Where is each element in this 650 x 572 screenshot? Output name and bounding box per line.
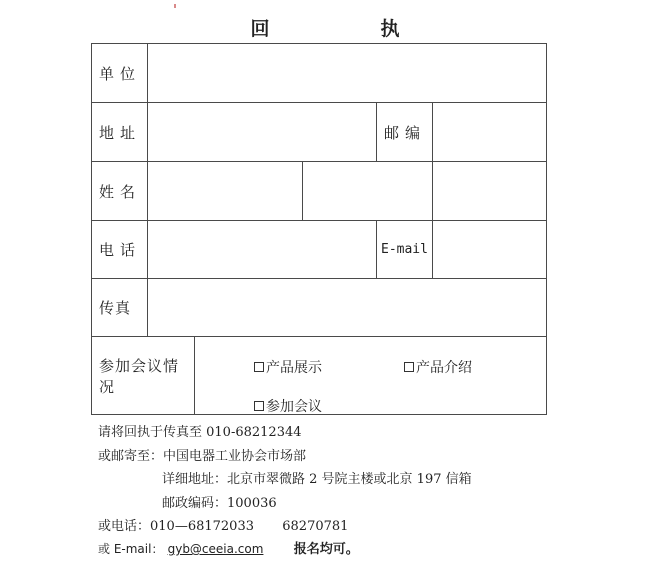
unit-label: 单位 bbox=[91, 43, 148, 103]
mail-instruction: 或邮寄至：中国电器工业协会市场部 bbox=[98, 449, 307, 464]
option-product-intro[interactable] bbox=[404, 357, 472, 377]
address-label: 地址 bbox=[91, 102, 148, 162]
phone-secondary: 68270781 bbox=[282, 519, 349, 534]
option-label: 产品展示 bbox=[266, 360, 322, 376]
fax-field[interactable] bbox=[147, 278, 547, 337]
email-note bbox=[98, 538, 359, 557]
postcode-note: 邮政编码：100036 bbox=[162, 496, 277, 511]
option-label: 产品介绍 bbox=[416, 360, 472, 376]
address-field[interactable] bbox=[147, 102, 377, 162]
phone-label: 电话 bbox=[91, 220, 148, 279]
checkbox-icon[interactable] bbox=[254, 401, 264, 411]
name-label: 姓名 bbox=[91, 161, 148, 221]
checkbox-icon[interactable] bbox=[404, 362, 414, 372]
fax-instruction: 请将回执于传真至 010-68212344 bbox=[98, 425, 302, 440]
email-label: E-mail bbox=[376, 220, 433, 279]
unit-field[interactable] bbox=[147, 43, 547, 103]
option-label: 参加会议 bbox=[266, 399, 322, 415]
phone-note bbox=[98, 515, 348, 534]
name-field-1[interactable] bbox=[147, 161, 303, 221]
name-field-2[interactable] bbox=[302, 161, 433, 221]
email-prefix: 或 E-mail： bbox=[98, 542, 164, 556]
fax-label: 传真 bbox=[91, 278, 148, 337]
email-link[interactable]: gyb@ceeia.com bbox=[167, 542, 264, 556]
participation-label: 参加会议情况 bbox=[91, 336, 195, 415]
page-title: 回 执 bbox=[250, 18, 446, 40]
postcode-label: 邮编 bbox=[376, 102, 433, 162]
checkbox-icon[interactable] bbox=[254, 362, 264, 372]
email-field[interactable] bbox=[432, 220, 547, 279]
phone-field[interactable] bbox=[147, 220, 377, 279]
option-product-display[interactable] bbox=[254, 357, 322, 377]
phone-primary: 或电话：010—68172033 bbox=[98, 519, 254, 534]
option-attend-meeting[interactable] bbox=[254, 396, 322, 416]
postcode-field[interactable] bbox=[432, 102, 547, 162]
participation-options bbox=[194, 336, 547, 415]
email-suffix: 报名均可。 bbox=[293, 542, 359, 557]
detail-address: 详细地址：北京市翠微路 2 号院主楼或北京 197 信箱 bbox=[162, 472, 472, 487]
name-field-3[interactable] bbox=[432, 161, 547, 221]
